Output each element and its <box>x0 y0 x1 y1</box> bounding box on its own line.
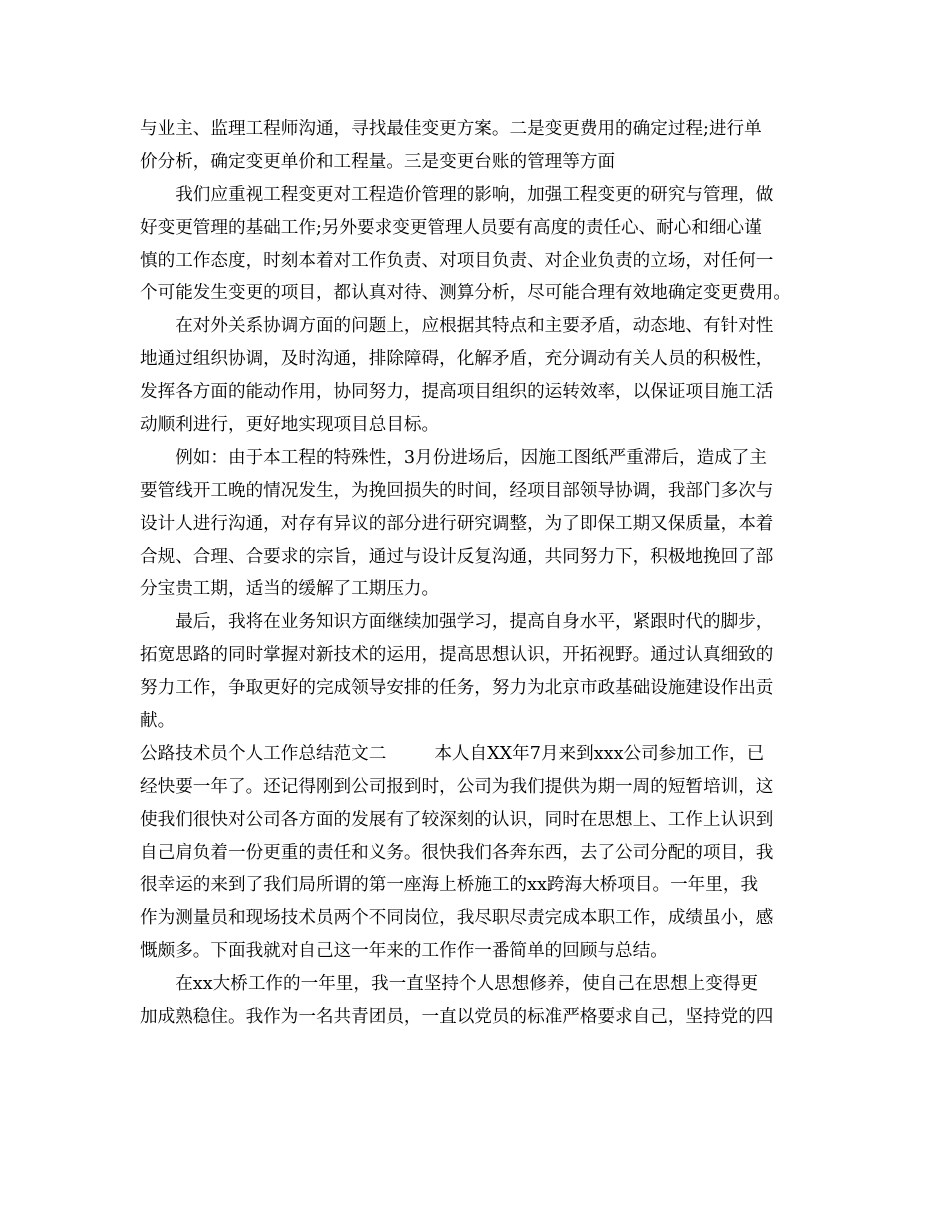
body-text-block <box>140 113 812 738</box>
text-line: 经快要一年了。还记得刚到公司报到时，公司为我们提供为期一周的短暂培训，这 <box>140 776 774 797</box>
text-line: 与业主、监理工程师沟通，寻找最佳变更方案。二是变更费用的确定过程;进行单 <box>140 119 762 139</box>
text-line: 作为测量员和现场技术员两个不同岗位，我尽职尽责完成本职工作，成绩虽小，感 <box>140 908 774 929</box>
text-line: 价分析，确定变更单价和工程量。三是变更台账的管理等方面 <box>140 151 616 172</box>
text-line: 在对外关系协调方面的问题上，应根据其特点和主要矛盾，动态地、有针对性 <box>175 316 774 337</box>
text-line: 自己肩负着一份更重的责任和义务。很快我们各奔东西，去了公司分配的项目，我 <box>140 842 774 863</box>
section-heading-line <box>140 738 812 771</box>
document-page <box>140 113 812 1034</box>
text-line: 发挥各方面的能动作用，协同努力，提高项目组织的运转效率，以保证项目施工活 <box>140 382 774 403</box>
text-line: 我们应重视工程变更对工程造价管理的影响，加强工程变更的研究与管理，做 <box>175 184 774 205</box>
text-line: 努力工作，争取更好的完成领导安排的任务，努力为北京市政基础设施建设作出贡 <box>140 678 774 699</box>
section-title: 公路技术员个人工作总结范文二 <box>140 743 387 764</box>
section-first-sentence: 本人自XX年7月来到xxx公司参加工作，已 <box>434 743 765 764</box>
text-line: 个可能发生变更的项目，都认真对待、测算分析，尽可能合理有效地确定变更费用。 <box>140 283 791 304</box>
text-line: 例如：由于本工程的特殊性，3月份进场后，因施工图纸严重滞后，造成了主 <box>175 447 767 468</box>
text-line: 最后，我将在业务知识方面继续加强学习，提高自身水平，紧跟时代的脚步， <box>175 612 774 633</box>
text-line: 要管线开工晚的情况发生，为挽回损失的时间，经项目部领导协调，我部门多次与 <box>140 480 774 501</box>
text-line: 很幸运的来到了我们局所谓的第一座海上桥施工的xx跨海大桥项目。一年里，我 <box>140 875 759 896</box>
text-line: 分宝贵工期，适当的缓解了工期压力。 <box>140 579 440 600</box>
text-line: 拓宽思路的同时掌握对新技术的运用，提高思想认识，开拓视野。通过认真细致的 <box>140 645 774 666</box>
body-text-block-2 <box>140 771 812 1034</box>
text-line: 加成熟稳住。我作为一名共青团员，一直以党员的标准严格要求自己，坚持党的四 <box>140 1007 774 1028</box>
text-line: 动顺利进行，更好地实现项目总目标。 <box>140 415 440 436</box>
text-line: 献。 <box>140 711 176 732</box>
text-line: 设计人进行沟通，对存有异议的部分进行研究调整，为了即保工期又保质量，本着 <box>140 513 774 534</box>
text-line: 地通过组织协调，及时沟通，排除障碍，化解矛盾，充分调动有关人员的积极性， <box>140 349 774 370</box>
text-line: 慨颇多。下面我就对自己这一年来的工作作一番简单的回顾与总结。 <box>140 941 668 962</box>
text-line: 使我们很快对公司各方面的发展有了较深刻的认识，同时在思想上、工作上认识到 <box>140 809 774 830</box>
text-line: 好变更管理的基础工作;另外要求变更管理人员要有高度的责任心、耐心和细心谨 <box>140 217 762 238</box>
text-line: 合规、合理、合要求的宗旨，通过与设计反复沟通，共同努力下，积极地挽回了部 <box>140 546 774 567</box>
text-line: 在xx大桥工作的一年里，我一直坚持个人思想修养，使自己在思想上变得更 <box>175 974 759 995</box>
text-line: 慎的工作态度，时刻本着对工作负责、对项目负责、对企业负责的立场，对任何一 <box>140 250 774 271</box>
